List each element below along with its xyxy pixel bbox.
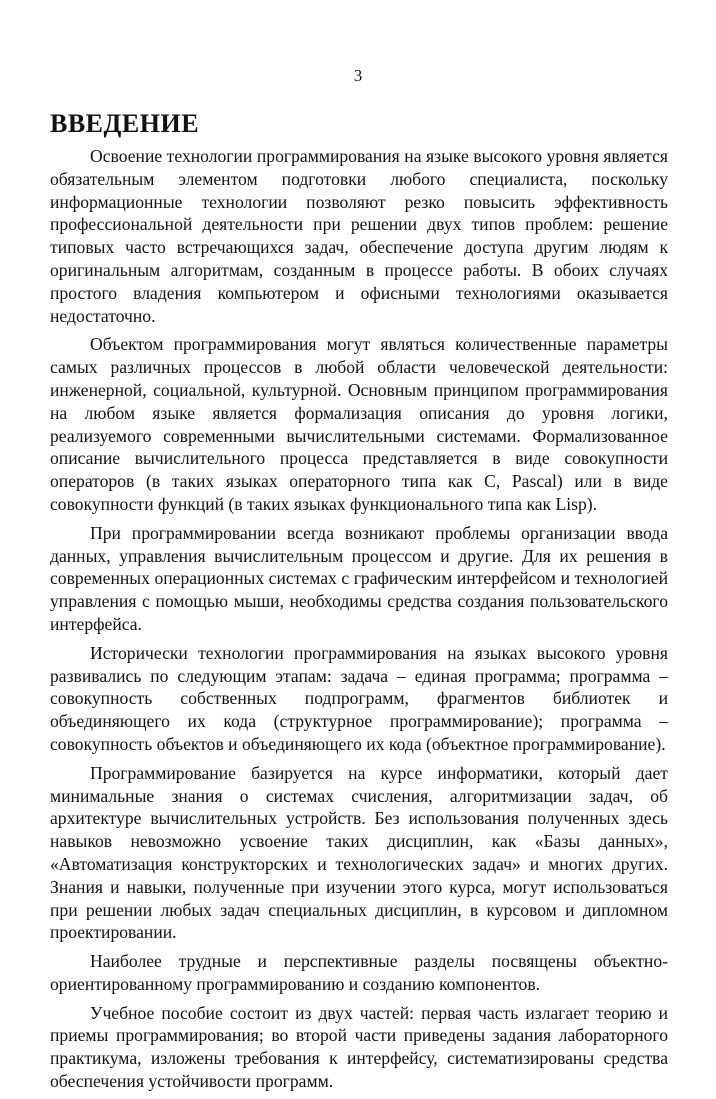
paragraph: Учебное пособие состоит из двух частей: первая часть излагает теорию и приемы программирования; во второй части приведены задания лабораторного практикума, изложены требования к интерфейсу, систематизированы средства обеспечения устойчивости программ. [50, 1002, 668, 1092]
body-text [50, 145, 668, 1099]
paragraph: Программирование базируется на курсе информатики, который дает минимальные знания о системах счисления, алгоритмизации задач, об архитектуре вычислительных устройств. Без использования полученных здесь навыков невозможно усвоение таких дисциплин, как «Базы данных», «Автоматизация конструкторских и технологических задач» и многих других. Знания и навыки, полученные при изучении этого курса, могут использоваться при решении любых задач специальных дисциплин, в курсовом и дипломном проектировании. [50, 762, 668, 943]
paragraph: Исторически технологии программирования на языках высокого уровня развивались по следующим этапам: задача – единая программа; программа – совокупность собственных подпрограмм, фрагментов библиотек и объединяющего их кода (структурное программирование); программа – совокупность объектов и объединяющего их кода (объектное программирование). [50, 642, 668, 754]
paragraph: Объектом программирования могут являться количественные параметры самых различных процессов в любой области человеческой деятельности: инженерной, социальной, культурной. Основным принципом программирования на любом языке является формализация описания до уровня логики, реализуемого современными вычислительными системами. Формализованное описание вычислительного процесса представляется в виде совокупности операторов (в таких языках операторного типа как С, Pascal) или в виде совокупности функций (в таких языках функционального типа как Lisp). [50, 334, 668, 514]
paragraph: Наиболее трудные и перспективные разделы посвящены объектно-ориентированному программированию и созданию компонентов. [50, 951, 668, 994]
paragraph: При программировании всегда возникают проблемы организации ввода данных, управления вычислительным процессом и другие. Для их решения в современных операционных системах с графическим интерфейсом и технологией управления с помощью мыши, необходимы средства создания пользовательского интерфейса. [50, 522, 668, 634]
page-title: ВВЕДЕНИЕ [50, 109, 200, 138]
paragraph: Освоение технологии программирования на языке высокого уровня является обязательным элементом подготовки любого специалиста, поскольку информационные технологии позволяют резко повысить эффективность профессиональной деятельности при решении двух типов проблем: решение типовых часто встречающихся задач, обеспечение доступа другим людям к оригинальным алгоритмам, созданным в процессе работы. В обоих случаях простого владения компьютером и офисными технологиями оказывается недостаточно. [50, 146, 668, 326]
page-number: 3 [353, 66, 363, 85]
